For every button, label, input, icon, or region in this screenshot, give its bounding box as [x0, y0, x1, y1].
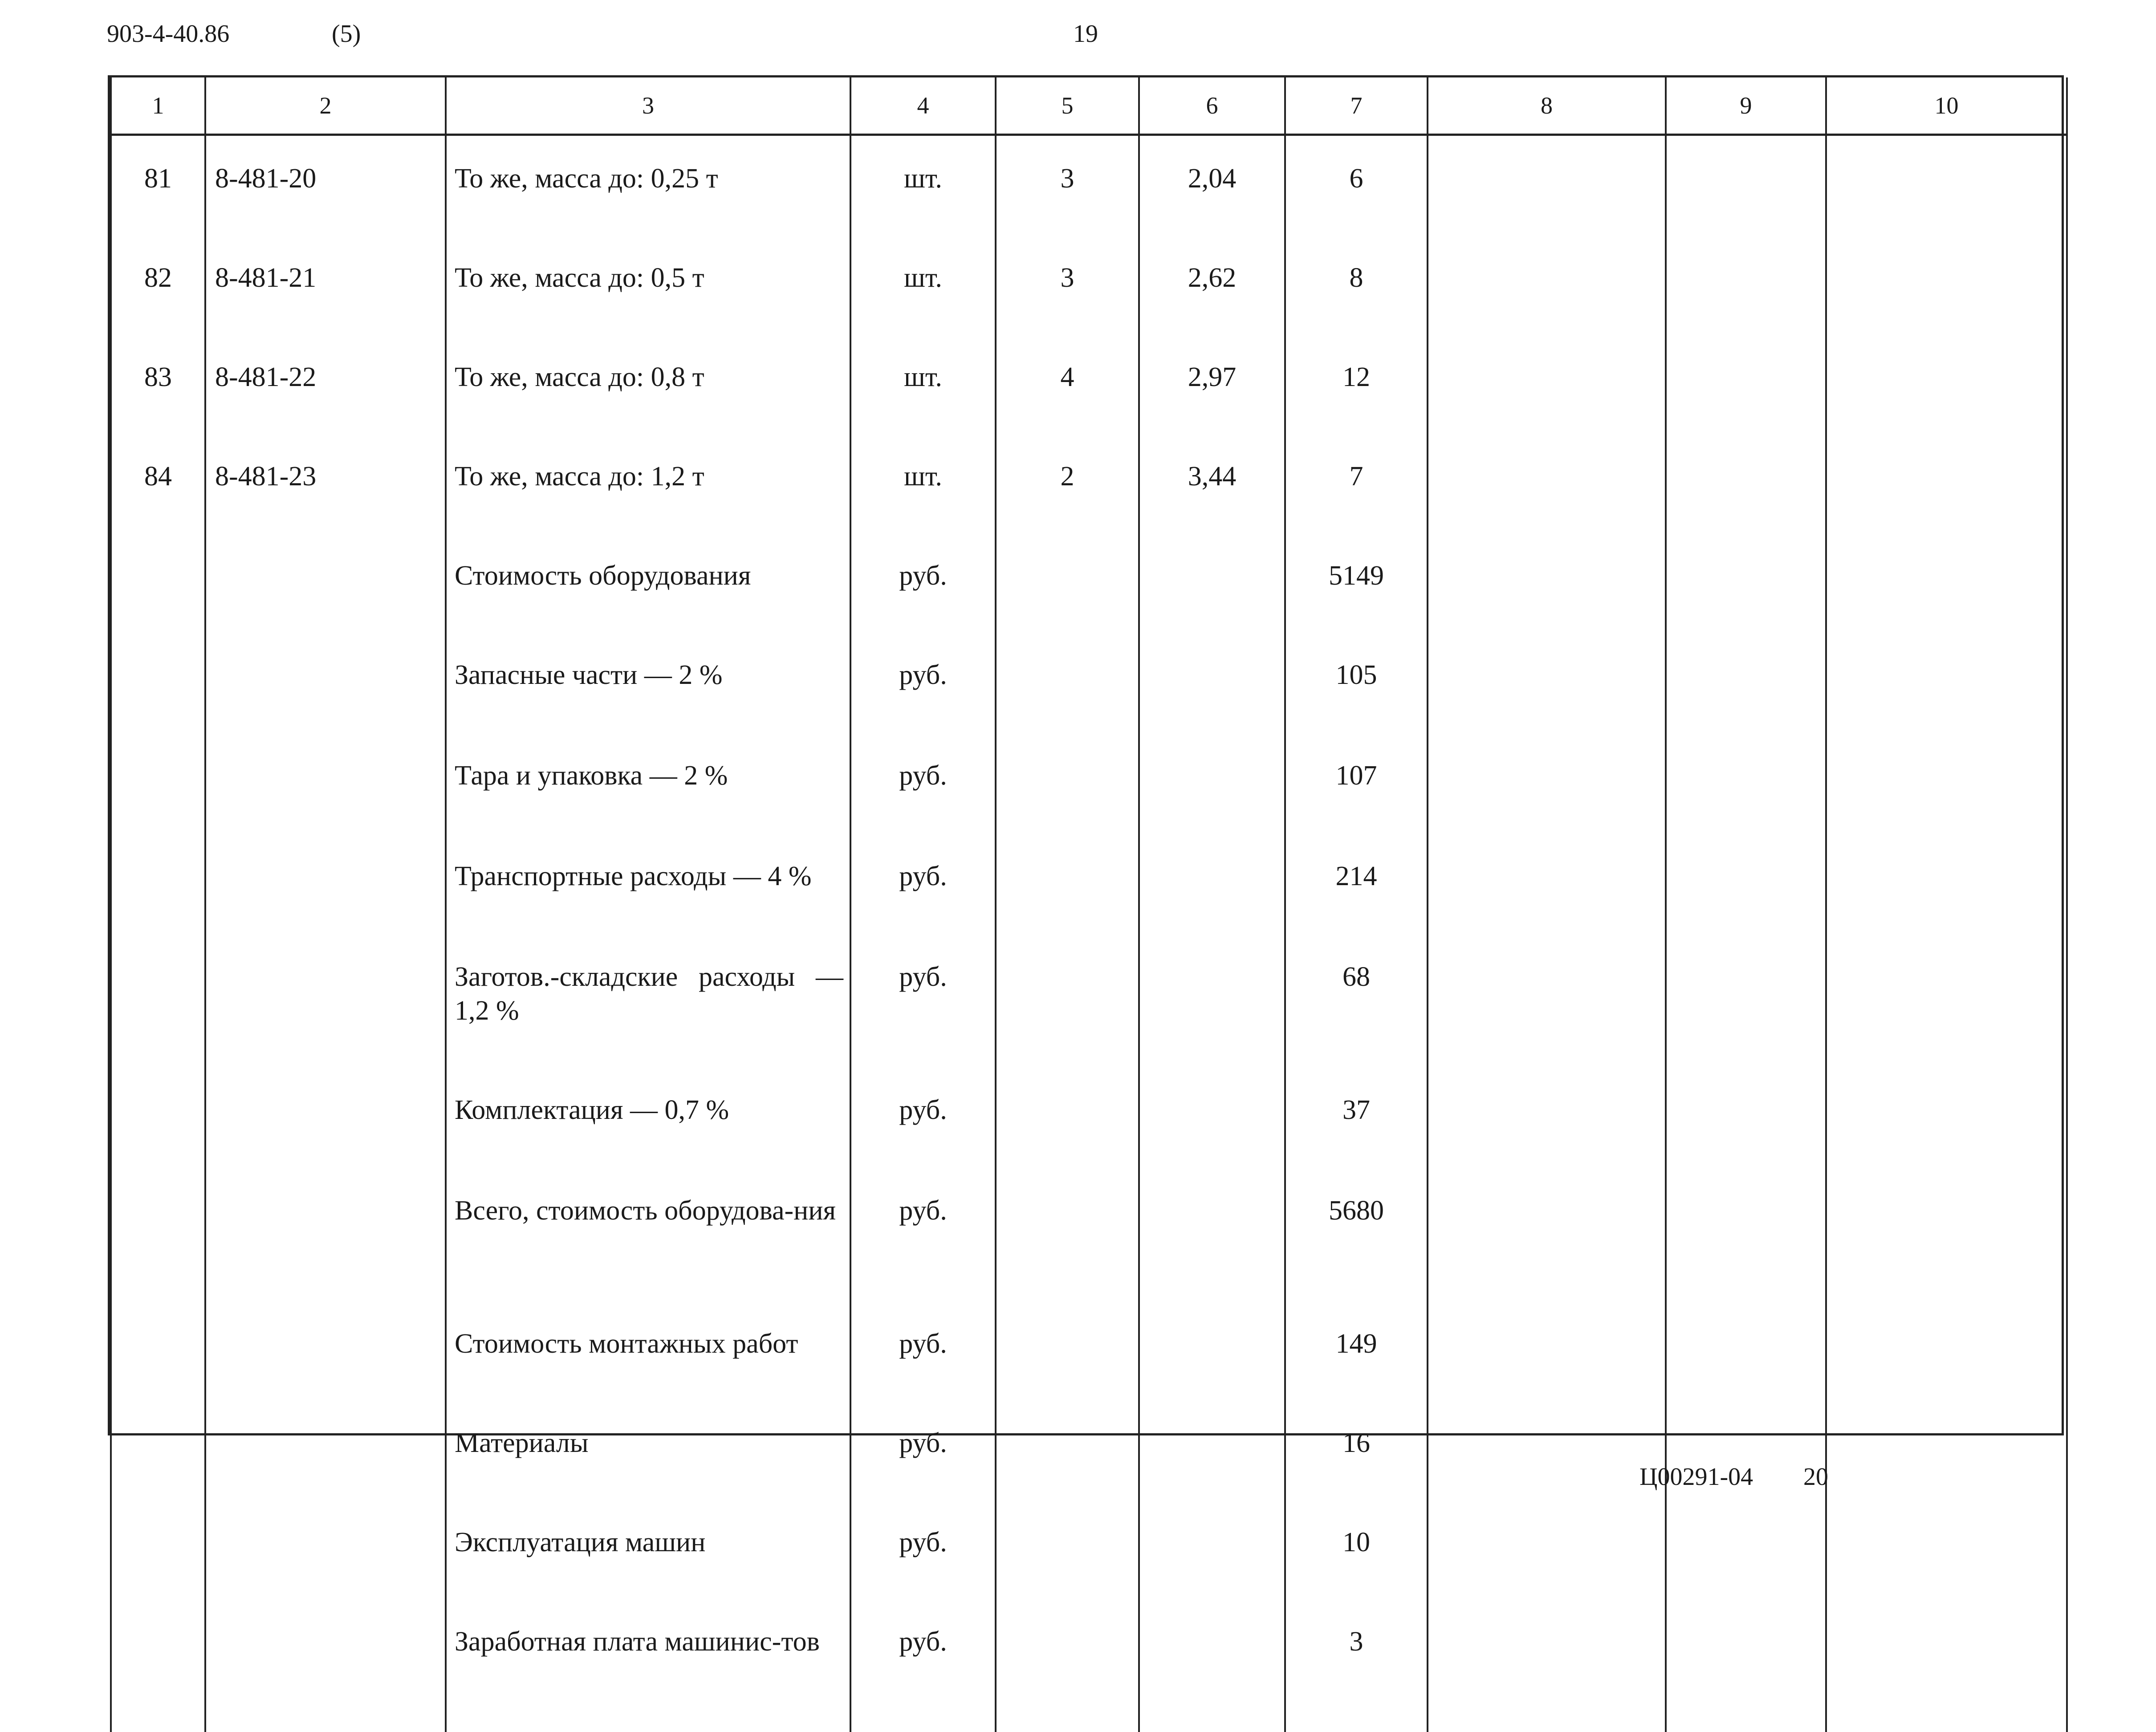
unit: руб.	[850, 1301, 996, 1400]
unit-price	[1139, 1067, 1285, 1168]
price-code	[205, 733, 446, 833]
unit: руб.	[850, 833, 996, 934]
item-description: То же, масса до: 0,5 т	[446, 235, 850, 334]
column-header: 5	[996, 77, 1139, 135]
quantity	[996, 1599, 1139, 1732]
price-code	[205, 934, 446, 1067]
unit: руб.	[850, 1599, 996, 1732]
price-code	[205, 1168, 446, 1301]
unit-price	[1139, 1599, 1285, 1732]
price-code: 8-481-22	[205, 334, 446, 434]
price-code	[205, 1599, 446, 1732]
price-code	[205, 833, 446, 934]
unit: руб.	[850, 533, 996, 632]
price-code	[205, 632, 446, 733]
empty-cell	[1666, 1168, 1826, 1301]
item-description: Всего, стоимость оборудова-ния	[446, 1168, 850, 1301]
row-number	[111, 1400, 205, 1500]
total-cost: 6	[1285, 135, 1428, 236]
empty-cell	[1666, 434, 1826, 533]
empty-cell	[1666, 1500, 1826, 1599]
price-code	[205, 1301, 446, 1400]
row-number	[111, 833, 205, 934]
row-number	[111, 1067, 205, 1168]
unit-price	[1139, 1301, 1285, 1400]
quantity	[996, 632, 1139, 733]
table-row	[111, 1168, 2067, 1301]
unit: шт.	[850, 135, 996, 236]
quantity: 4	[996, 334, 1139, 434]
item-description: Эксплуатация машин	[446, 1500, 850, 1599]
column-header: 6	[1139, 77, 1285, 135]
quantity: 3	[996, 135, 1139, 236]
item-description: Заготов.-складские расходы — 1,2 %	[446, 934, 850, 1067]
total-cost: 7	[1285, 434, 1428, 533]
price-code	[205, 1067, 446, 1168]
empty-cell	[1826, 1168, 2067, 1301]
table-row	[111, 235, 2067, 334]
total-cost: 16	[1285, 1400, 1428, 1500]
empty-cell	[1666, 1067, 1826, 1168]
unit: руб.	[850, 733, 996, 833]
table-row	[111, 934, 2067, 1067]
empty-cell	[1428, 1301, 1666, 1400]
empty-cell	[1666, 135, 1826, 236]
column-header: 9	[1666, 77, 1826, 135]
total-cost: 5149	[1285, 533, 1428, 632]
empty-cell	[1666, 833, 1826, 934]
unit-price	[1139, 1168, 1285, 1301]
price-code: 8-481-20	[205, 135, 446, 236]
column-header: 10	[1826, 77, 2067, 135]
total-cost: 149	[1285, 1301, 1428, 1400]
empty-cell	[1666, 1301, 1826, 1400]
empty-cell	[1428, 733, 1666, 833]
quantity	[996, 1500, 1139, 1599]
column-header: 4	[850, 77, 996, 135]
table-row	[111, 135, 2067, 236]
empty-cell	[1666, 533, 1826, 632]
item-description: То же, масса до: 0,8 т	[446, 334, 850, 434]
unit: шт.	[850, 334, 996, 434]
empty-cell	[1826, 135, 2067, 236]
unit-price: 2,04	[1139, 135, 1285, 236]
unit-price	[1139, 833, 1285, 934]
price-code	[205, 533, 446, 632]
empty-cell	[1428, 1500, 1666, 1599]
sheet-number: 20	[1803, 1463, 1828, 1491]
total-cost: 12	[1285, 334, 1428, 434]
empty-cell	[1666, 1599, 1826, 1732]
row-number	[111, 1301, 205, 1400]
row-number	[111, 1168, 205, 1301]
unit: руб.	[850, 934, 996, 1067]
item-description: Комплектация — 0,7 %	[446, 1067, 850, 1168]
row-number	[111, 1500, 205, 1599]
total-cost: 3	[1285, 1599, 1428, 1732]
row-number: 84	[111, 434, 205, 533]
table-row	[111, 1301, 2067, 1400]
item-description: Запасные части — 2 %	[446, 632, 850, 733]
total-cost: 8	[1285, 235, 1428, 334]
item-description: Стоимость монтажных работ	[446, 1301, 850, 1400]
row-number: 83	[111, 334, 205, 434]
table-row	[111, 1599, 2067, 1732]
quantity: 2	[996, 434, 1139, 533]
item-description: Тара и упаковка — 2 %	[446, 733, 850, 833]
empty-cell	[1428, 334, 1666, 434]
row-number: 82	[111, 235, 205, 334]
row-number	[111, 632, 205, 733]
item-description: Заработная плата машинис-тов	[446, 1599, 850, 1732]
empty-cell	[1428, 1067, 1666, 1168]
document-variant: (5)	[332, 20, 361, 48]
empty-cell	[1428, 533, 1666, 632]
total-cost: 214	[1285, 833, 1428, 934]
total-cost: 105	[1285, 632, 1428, 733]
unit: шт.	[850, 434, 996, 533]
total-cost: 107	[1285, 733, 1428, 833]
row-number: 81	[111, 135, 205, 236]
empty-cell	[1428, 833, 1666, 934]
empty-cell	[1826, 1301, 2067, 1400]
quantity	[996, 934, 1139, 1067]
unit: руб.	[850, 1500, 996, 1599]
unit-price: 2,62	[1139, 235, 1285, 334]
unit-price	[1139, 1400, 1285, 1500]
quantity	[996, 1067, 1139, 1168]
empty-cell	[1826, 733, 2067, 833]
item-description: Стоимость оборудования	[446, 533, 850, 632]
table-row	[111, 1067, 2067, 1168]
quantity: 3	[996, 235, 1139, 334]
unit-price	[1139, 934, 1285, 1067]
table-row	[111, 632, 2067, 733]
page-number: 19	[1073, 20, 1098, 48]
table-row	[111, 1400, 2067, 1500]
empty-cell	[1428, 1599, 1666, 1732]
quantity	[996, 1400, 1139, 1500]
empty-cell	[1666, 733, 1826, 833]
quantity	[996, 533, 1139, 632]
quantity	[996, 1168, 1139, 1301]
empty-cell	[1826, 533, 2067, 632]
empty-cell	[1428, 135, 1666, 236]
empty-cell	[1826, 334, 2067, 434]
empty-cell	[1666, 334, 1826, 434]
empty-cell	[1826, 1500, 2067, 1599]
unit: руб.	[850, 1067, 996, 1168]
empty-cell	[1826, 434, 2067, 533]
unit: руб.	[850, 1400, 996, 1500]
estimate-table	[110, 77, 2068, 1732]
total-cost: 5680	[1285, 1168, 1428, 1301]
item-description: Материалы	[446, 1400, 850, 1500]
price-code: 8-481-21	[205, 235, 446, 334]
empty-cell	[1428, 1168, 1666, 1301]
empty-cell	[1826, 632, 2067, 733]
row-number	[111, 733, 205, 833]
table-row	[111, 334, 2067, 434]
table-row	[111, 434, 2067, 533]
total-cost: 37	[1285, 1067, 1428, 1168]
stamp-code: Ц00291-04	[1639, 1463, 1753, 1491]
price-code	[205, 1500, 446, 1599]
column-header: 3	[446, 77, 850, 135]
unit: шт.	[850, 235, 996, 334]
unit-price	[1139, 632, 1285, 733]
price-code: 8-481-23	[205, 434, 446, 533]
empty-cell	[1428, 934, 1666, 1067]
column-header: 2	[205, 77, 446, 135]
price-code	[205, 1400, 446, 1500]
empty-cell	[1826, 235, 2067, 334]
column-header: 7	[1285, 77, 1428, 135]
empty-cell	[1428, 434, 1666, 533]
empty-cell	[1826, 1400, 2067, 1500]
unit: руб.	[850, 1168, 996, 1301]
total-cost: 10	[1285, 1500, 1428, 1599]
empty-cell	[1826, 1067, 2067, 1168]
table-row	[111, 1500, 2067, 1599]
unit-price: 2,97	[1139, 334, 1285, 434]
total-cost: 68	[1285, 934, 1428, 1067]
item-description: Транспортные расходы — 4 %	[446, 833, 850, 934]
item-description: То же, масса до: 1,2 т	[446, 434, 850, 533]
column-header: 1	[111, 77, 205, 135]
row-number	[111, 1599, 205, 1732]
table-row	[111, 733, 2067, 833]
document-code: 903-4-40.86	[107, 20, 230, 48]
empty-cell	[1666, 632, 1826, 733]
unit-price: 3,44	[1139, 434, 1285, 533]
quantity	[996, 1301, 1139, 1400]
row-number	[111, 934, 205, 1067]
unit-price	[1139, 1500, 1285, 1599]
empty-cell	[1666, 235, 1826, 334]
empty-cell	[1826, 1599, 2067, 1732]
row-number	[111, 533, 205, 632]
empty-cell	[1666, 934, 1826, 1067]
table-row	[111, 833, 2067, 934]
unit: руб.	[850, 632, 996, 733]
empty-cell	[1428, 1400, 1666, 1500]
empty-cell	[1826, 934, 2067, 1067]
quantity	[996, 833, 1139, 934]
unit-price	[1139, 733, 1285, 833]
item-description: То же, масса до: 0,25 т	[446, 135, 850, 236]
unit-price	[1139, 533, 1285, 632]
empty-cell	[1826, 833, 2067, 934]
quantity	[996, 733, 1139, 833]
empty-cell	[1428, 235, 1666, 334]
column-number-row	[111, 77, 2067, 135]
column-header: 8	[1428, 77, 1666, 135]
empty-cell	[1428, 632, 1666, 733]
table-row	[111, 533, 2067, 632]
